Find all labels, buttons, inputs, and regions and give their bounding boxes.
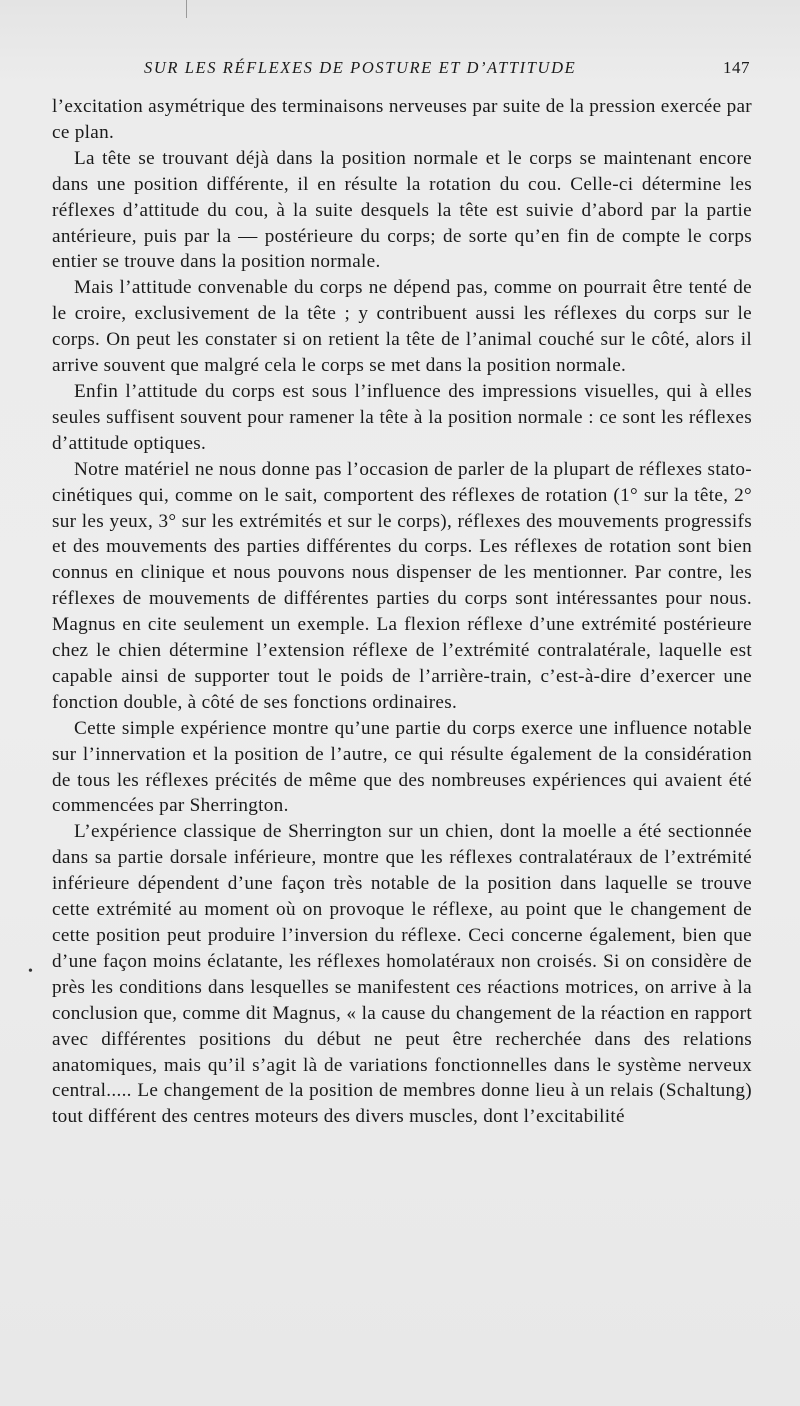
paragraph-5: Notre matériel ne nous donne pas l’occasion de parler de la plupart de réflexes stato-cinétiques qui, comme on le sait, comportent des réflexes de rotation (1° sur la tête, 2° sur les yeux, 3° sur les extrémités et sur le corps), réflexes des mouvements progressifs et des mouvements des parties différentes du corps. Les réflexes de rotation sont bien connus en clinique et nous pouvons nous dispenser de les mentionner. Par contre, les réflexes de mouvements de différentes parties du corps sont intéressantes pour nous. Magnus en cite seulement un exemple. La flexion réflexe d’une extrémité postérieure chez le chien détermine l’extension réflexe de l’extrémité contralatérale, laquelle est capable ainsi de supporter tout le poids de l’arrière-train, c’est-à-dire d’exercer une fonction double, à côté de ses fonctions ordinaires. [52, 458, 752, 713]
margin-bullet: • [28, 964, 33, 979]
page-number: 147 [723, 58, 750, 77]
paragraph-2: La tête se trouvant déjà dans la position normale et le corps se maintenant encore dans une position différente, il en résulte la rotation du cou. Celle-ci détermine les réflexes d’attitude du cou, à la suite desquels la tête est suivie d’abord par la partie antérieure, puis par la — postérieure du corps; de sorte qu’en fin de compte le corps entier se trouve dans la position normale. [52, 147, 752, 273]
paragraph-1: l’excitation asymétrique des terminaisons nerveuses par suite de la pression exercée par ce plan. [52, 96, 752, 143]
paragraph-3: Mais l’attitude convenable du corps ne dépend pas, comme on pourrait être tenté de le croire, exclusivement de la tête ; y contribuent aussi les réflexes du corps sur le corps. On peut les constater si on retient la tête de l’animal couché sur le côté, alors il arrive souvent que malgré cela le corps se met dans la position normale. [52, 277, 752, 377]
paragraph-4: Enfin l’attitude du corps est sous l’influence des impressions visuelles, qui à elles seules suffisent souvent pour ramener la tête à la position normale : ce sont les réflexes d’attitude optiques. [52, 380, 752, 454]
page-header [52, 58, 750, 82]
paragraph-6: Cette simple expérience montre qu’une partie du corps exerce une influence notable sur l’innervation et la position de l’autre, ce qui résulte également de la considération de tous les réflexes précités de même que des nombreuses expériences qui avaient été commencées par Sherrington. [52, 717, 752, 817]
body-text [52, 94, 752, 1130]
scan-mark [186, 0, 187, 18]
running-title: SUR LES RÉFLEXES DE POSTURE ET D’ATTITUDE [144, 58, 577, 77]
paragraph-7: L’expérience classique de Sherrington sur un chien, dont la moelle a été sectionnée dans sa partie dorsale inférieure, montre que les réflexes contralatéraux de l’extrémité inférieure dépendent d’une façon très notable de la position dans laquelle se trouve cette extrémité au moment où on provoque le réflexe, au point que le changement de cette position peut produire l’inversion du réflexe. Ceci concerne également, bien que d’une façon moins éclatante, les réflexes homolatéraux non croisés. Si on considère de près les conditions dans lesquelles se manifestent ces réactions motrices, on arrive à la conclusion que, comme dit Magnus, « la cause du changement de la réaction en rapport avec différentes positions du début ne peut être recherchée dans des relations anatomiques, mais qu’il s’agit là de variations fonctionnelles dans le système nerveux central..... Le changement de la position de membres donne lieu à un relais (Schaltung) tout différent des centres moteurs des divers muscles, dont l’excitabilité [52, 821, 752, 1128]
